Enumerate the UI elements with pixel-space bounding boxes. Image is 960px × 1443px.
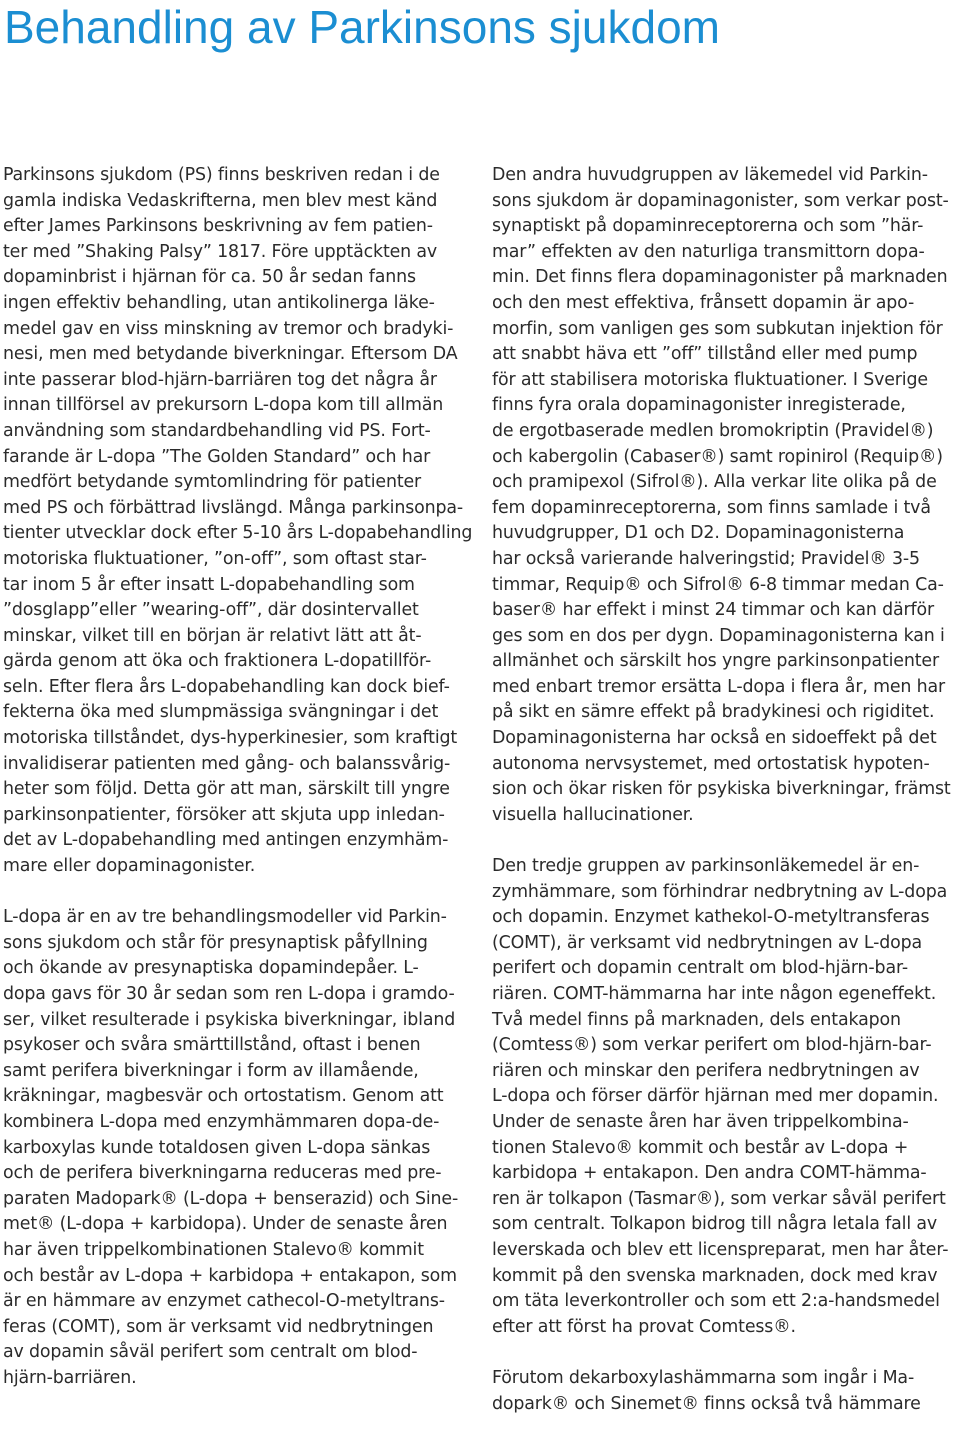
- left-column: [3, 163, 473, 1417]
- page-title: Behandling av Parkinsons sjukdom: [4, 1, 720, 53]
- paragraph-history: Parkinsons sjukdom (PS) finns beskriven redan i de gamla indiska Vedaskrifterna, men blev mest känd efter James Parkinsons beskrivning av fem patien- ter med ”Shaking Palsy” 1817. Före upptäckten av dopaminbrist i hjärnan för ca. 50 år sedan fanns ingen effektiv behandling, utan antikolinerga läke- medel gav en viss minskning av tremor och bradyki- nesi, men med betydande biverkningar. Eftersom DA inte passerar blod-hjärn-barriären tog det några år innan tillförsel av prekursorn L-dopa kom till allmän användning som standardbehandling vid PS. Fort- farande är L-dopa ”The Golden Standard” och har medfört betydande symtomlindring för patienter med PS och förbättrad livslängd. Många parkinsonpa- tienter utvecklar dock efter 5-10 års L-dopabehandling motoriska fluktuationer, ”on-off”, som oftast star- tar inom 5 år efter insatt L-dopabehandling som ”dosglapp”eller ”wearing-off”, där dosintervallet minskar, vilket till en början är relativt lätt att åt- gärda genom att öka och fraktionera L-dopatillför- seln. Efter flera års L-dopabehandling kan dock bief- fekterna öka med slumpmässiga svängningar i det motoriska tillståndet, dys-hyperkinesier, som kraftigt invalidiserar patienten med gång- och balanssvårig- heter som följd. Detta gör att man, särskilt till yngre parkinsonpatienter, försöker att skjuta upp inledan- det av L-dopabehandling med antingen enzymhäm- mare eller dopaminagonister.: [3, 165, 473, 877]
- paragraph-enzyme-inhibitors: Den tredje gruppen av parkinsonläkemedel är en- zymhämmare, som förhindrar nedbrytning av L-dopa och dopamin. Enzymet kathekol-O-metyltransferas (COMT), är verksamt vid nedbrytningen av L-dopa perifert och dopamin centralt om blod-hjärn-bar- riären. COMT-hämmarna har inte någon egeneffekt. Två medel finns på marknaden, dels entakapon (Comtess®) som verkar perifert om blod-hjärn-bar- riären och minskar den perifera nedbrytningen av L-dopa och förser därför hjärnan med mer dopamin. Under de senaste åren har även trippelkombina- tionen Stalevo® kommit och består av L-dopa + karbidopa + entakapon. Den andra COMT-hämma- ren är tolkapon (Tasmar®), som verkar såväl perifert som centralt. Tolkapon bidrog till några letala fall av leverskada och blev ett licenspreparat, men har åter- kommit på den svenska marknaden, dock med krav om täta leverkontroller och som ett 2:a-handsmedel efter att först ha provat Comtess®.: [492, 856, 949, 1337]
- paragraph-l-dopa: L-dopa är en av tre behandlingsmodeller vid Parkin- sons sjukdom och står för presynaptisk påfyllning och ökande av presynaptiska dopamindepåer. L- dopa gavs för 30 år sedan som ren L-dopa i gramdo- ser, vilket resulterade i psykiska biverkningar, ibland psykoser och svåra smärttillstånd, oftast i benen samt perifera biverkningar i form av illamående, kräkningar, magbesvär och ortostatism. Genom att kombinera L-dopa med enzymhämmaren dopa-de- karboxylas kunde totaldosen given L-dopa sänkas och de perifera biverkningarna reduceras med pre- paraten Madopark® (L-dopa + benserazid) och Sine- met® (L-dopa + karbidopa). Under de senaste åren har även trippelkombinationen Stalevo® kommit och består av L-dopa + karbidopa + entakapon, som är en hämmare av enzymet cathecol-O-metyltrans- feras (COMT), som är verksamt vid nedbrytningen av dopamin såväl perifert som centralt om blod- hjärn-barriären.: [3, 907, 459, 1388]
- paragraph-dopamine-agonists: Den andra huvudgruppen av läkemedel vid Parkin- sons sjukdom är dopaminagonister, som verkar post- synaptiskt på dopaminreceptorerna och som ”här- mar” effekten av den naturliga transmittorn dopa- min. Det finns flera dopaminagonister på marknaden och den mest effektiva, frånsett dopamin är apo- morfin, som vanligen ges som subkutan injektion för att snabbt häva ett ”off” tillstånd eller med pump för att stabilisera motoriska fluktuationer. I Sverige finns fyra orala dopaminagonister inregisterade, de ergotbaserade medlen bromokriptin (Pravidel®) och kabergolin (Cabaser®) samt ropinirol (Requip®) och pramipexol (Sifrol®). Alla verkar lite olika på de fem dopaminreceptorerna, som finns samlade i två huvudgrupper, D1 och D2. Dopaminagonisterna har också varierande halveringstid; Pravidel® 3-5 timmar, Requip® och Sifrol® 6-8 timmar medan Ca- baser® har effekt i minst 24 timmar och kan därför ges som en dos per dygn. Dopaminagonisterna kan i allmänhet och särskilt hos yngre parkinsonpatienter med enbart tremor ersätta L-dopa i flera år, men har på sikt en sämre effekt på bradykinesi och rigiditet. Dopaminagonisterna har också en sidoeffekt på det autonoma nervsystemet, med ortostatisk hypoten- sion och ökar risken för psykiska biverkningar, främst visuella hallucinationer.: [492, 165, 951, 825]
- paragraph-decarboxylase: Förutom dekarboxylashämmarna som ingår i Ma- dopark® och Sinemet® finns också två hämmare: [492, 1367, 921, 1414]
- right-column: [492, 163, 958, 1443]
